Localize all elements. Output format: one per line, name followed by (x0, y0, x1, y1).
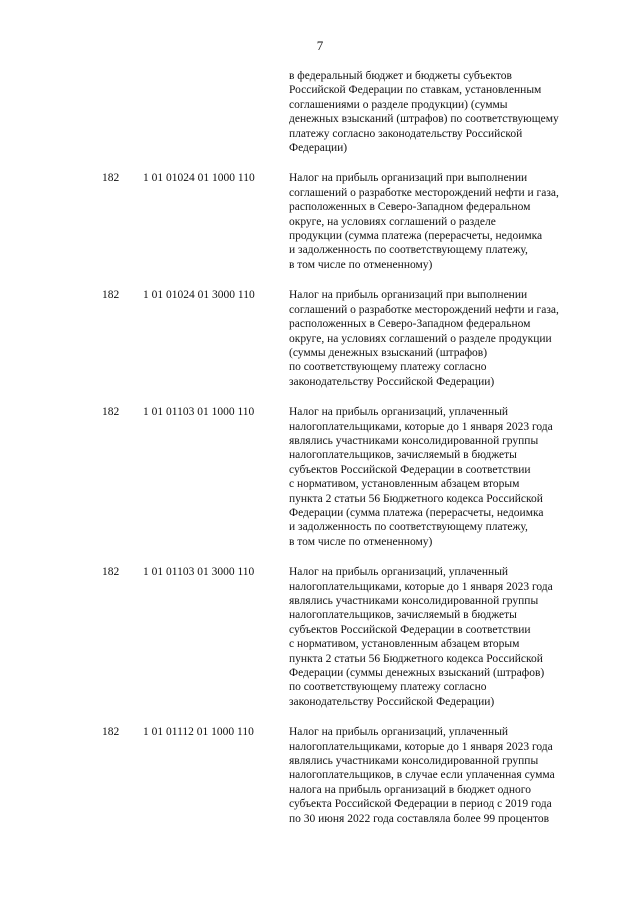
row-description: Налог на прибыль организаций, уплаченный налогоплательщиками, которые до 1 января 2023 года являлись участниками консолидированной группы налогоплательщиков, в случае если уплаченная сумма налога на прибыль организаций в бюджет одного субъекта Российской Федерации в период с 2019 года по 30 июня 2022 года составляла более 99 процентов (289, 726, 555, 825)
budget-code: 1 01 01112 01 1000 110 (143, 726, 254, 739)
row-description: Налог на прибыль организаций при выполнении соглашений о разработке месторождений нефти и газа, расположенных в Северо-Западном федеральном округе, на условиях соглашений о разделе продукции (сумма платежа (перерасчеты, недоимка и задолженность по соответствующему платежу, в том числе по отмененному) (289, 172, 559, 271)
table-row (0, 288, 640, 389)
row-description: Налог на прибыль организаций при выполнении соглашений о разработке месторождений нефти и газа, расположенных в Северо-Западном федеральном округе, на условиях соглашений о разделе продукции (суммы денежных взысканий (штрафов) по соответствующему платежу согласно законодательству Российской Федерации) (289, 289, 559, 388)
admin-code: 182 (102, 172, 120, 185)
table-row (0, 565, 640, 709)
admin-code: 182 (102, 726, 120, 739)
budget-code: 1 01 01103 01 1000 110 (143, 406, 255, 419)
page-number: 7 (316, 38, 324, 53)
budget-classification-table (0, 69, 640, 826)
table-row (0, 171, 640, 272)
continuation-row (0, 69, 640, 155)
admin-code: 182 (102, 289, 120, 302)
budget-code: 1 01 01024 01 1000 110 (143, 172, 255, 185)
admin-code: 182 (102, 566, 120, 579)
table-row (0, 725, 640, 826)
admin-code: 182 (102, 406, 120, 419)
budget-code: 1 01 01103 01 3000 110 (143, 566, 255, 579)
row-description: Налог на прибыль организаций, уплаченный налогоплательщиками, которые до 1 января 2023 года являлись участниками консолидированной группы налогоплательщиков, зачисляемый в бюджеты субъектов Российской Федерации в соответствии с нормативом, установленным абзацем вторым пункта 2 статьи 56 Бюджетного кодекса Российской Федерации (сумма платежа (перерасчеты, недоимка и задолженность по соответствующему платежу, в том числе по отмененному) (289, 406, 553, 548)
continuation-description: в федеральный бюджет и бюджеты субъектов Российской Федерации по ставкам, установленным соглашениями о разделе продукции) (суммы денежных взысканий (штрафов) по соответствующему платежу согласно законодательству Российской Федерации) (289, 70, 559, 155)
budget-code: 1 01 01024 01 3000 110 (143, 289, 255, 302)
row-description: Налог на прибыль организаций, уплаченный налогоплательщиками, которые до 1 января 2023 года являлись участниками консолидированной группы налогоплательщиков, зачисляемый в бюджеты субъектов Российской Федерации в соответствии с нормативом, установленным абзацем вторым пункта 2 статьи 56 Бюджетного кодекса Российской Федерации (суммы денежных взысканий (штрафов) по соответствующему платежу согласно законодательству Российской Федерации) (289, 566, 553, 708)
table-row (0, 405, 640, 549)
